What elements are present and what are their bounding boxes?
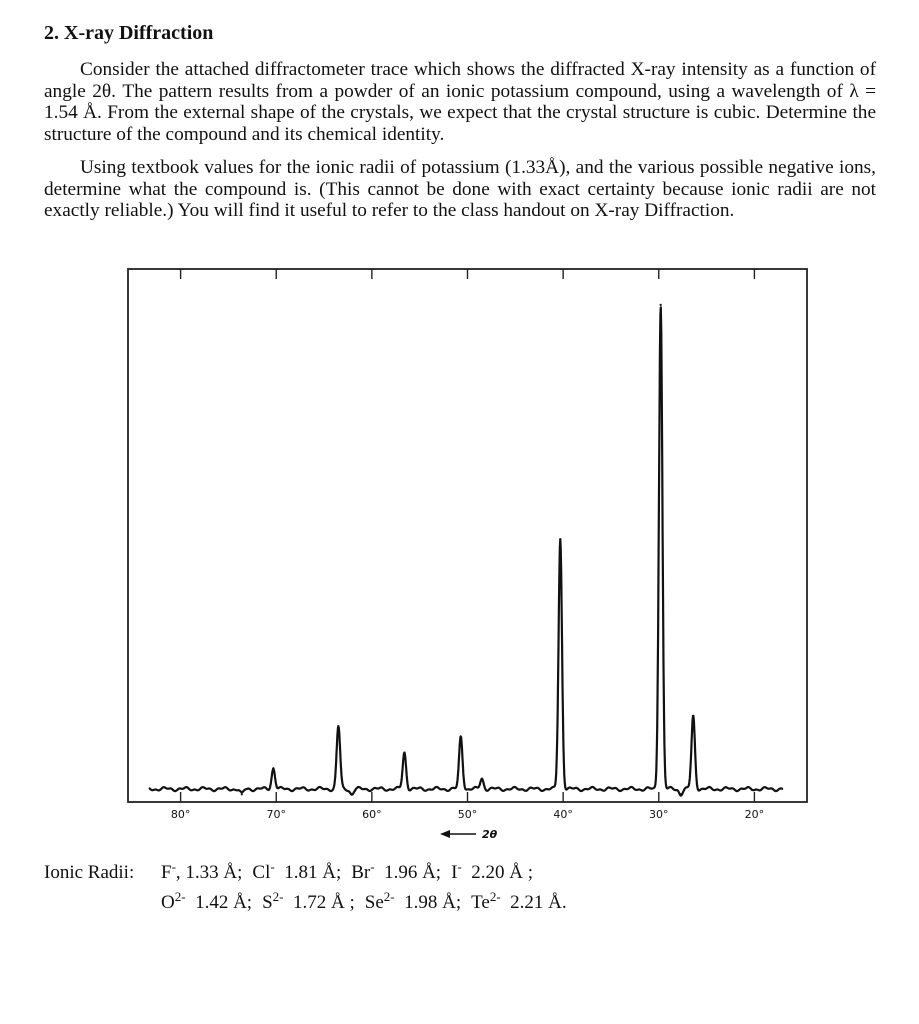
bottom-tick-group [181, 792, 755, 802]
ion-charge: 2- [383, 889, 395, 904]
tick-label: 70° [266, 808, 286, 821]
ionic-radii-list [44, 858, 577, 918]
ion-telluride [471, 889, 567, 913]
ion-selenide [364, 889, 462, 913]
tick-label: 20° [744, 808, 765, 821]
x-axis-label: 2θ [482, 828, 498, 841]
problem-heading: 2. X-ray Diffraction [44, 22, 214, 44]
chart-frame [128, 269, 807, 802]
ion-bromide [351, 859, 442, 883]
ion-symbol: O [161, 892, 175, 913]
ion-charge: - [270, 859, 275, 874]
ion-symbol: I [451, 862, 458, 883]
peak-group [242, 305, 693, 794]
ion-sulfide [262, 889, 355, 913]
ion-charge: - [171, 859, 176, 874]
ion-symbol: Cl [252, 862, 271, 883]
tick-label: 30° [649, 808, 669, 821]
problem-paragraph-1 [44, 59, 876, 145]
diffraction-chart [118, 262, 818, 847]
ion-radius: 1.72 Å ; [293, 892, 355, 913]
ion-symbol: Br [351, 862, 371, 883]
tick-label: 60° [362, 808, 382, 821]
ion-radius: 1.33 Å; [185, 862, 243, 883]
ion-oxide [161, 889, 253, 913]
ion-charge: - [457, 859, 462, 874]
ion-radius: 1.96 Å; [384, 862, 442, 883]
problem-paragraph-2 [44, 157, 876, 222]
ion-symbol: F [161, 862, 172, 883]
ion-iodide [451, 859, 533, 883]
ion-charge: 2- [272, 889, 284, 904]
paragraph-2-text: Using textbook values for the ionic radii of potassium (1.33Å), and the various possible negative ions, determine what the compound is. (This cannot be done with exact certainty because ionic radii are not exactly reliable.) You will find it useful to refer to the class handout on X-ray Diffraction. [44, 157, 876, 222]
ion-radius: 1.42 Å; [195, 892, 253, 913]
axis-arrow-head [440, 830, 450, 838]
ion-radius: 2.20 Å ; [471, 862, 533, 883]
ion-radius: 2.21 Å. [510, 892, 567, 913]
ion-chloride [252, 859, 342, 883]
ionic-radii-row-2 [44, 888, 577, 918]
ionic-radii-label: Ionic Radii: [44, 862, 135, 883]
ion-charge: - [370, 859, 375, 874]
ion-symbol: S [262, 892, 273, 913]
tick-label: 40° [553, 808, 573, 821]
ion-radius: 1.98 Å; [404, 892, 462, 913]
ion-radius: 1.81 Å; [284, 862, 342, 883]
paragraph-1-text: Consider the attached diffractometer trace which shows the diffracted X-ray intensity as a function of angle 2θ. The pattern results from a powder of an ionic potassium compound, using a wavelength of λ = 1.54 Å. From the external shape of the crystals, we expect that the crystal structure is cubic. Determine the structure of the compound and its chemical identity. [44, 59, 876, 145]
tick-label: 80° [170, 808, 191, 821]
ion-symbol: Te [471, 892, 490, 913]
ion-fluoride: F-, 1.33 Å; [161, 859, 243, 883]
ion-symbol: Se [364, 892, 384, 913]
ionic-radii-row-1 [44, 858, 577, 888]
diffraction-trace [149, 307, 783, 795]
ion-charge: 2- [489, 889, 501, 904]
tick-label: 50° [457, 808, 478, 821]
ion-charge: 2- [174, 889, 186, 904]
top-tick-group [181, 269, 755, 279]
tick-label-group [171, 808, 764, 821]
